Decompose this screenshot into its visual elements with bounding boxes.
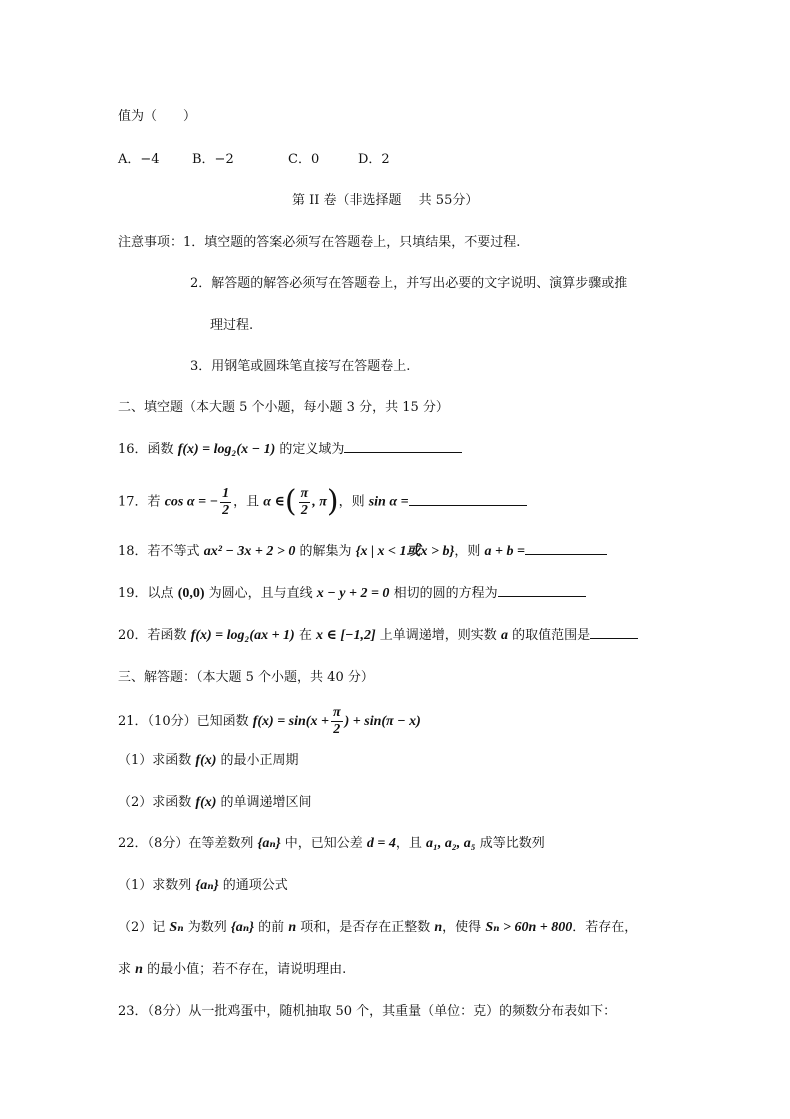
notes-line-1: 注意事项：1．填空题的答案必须写在答题卷上，只填结果，不要过程. xyxy=(118,235,521,250)
q20-prefix: 20．若函数 xyxy=(118,628,191,643)
q18-prefix: 18．若不等式 xyxy=(118,544,204,559)
q22-part-2-cont: 求 n 的最小值；若不存在，请说明理由. xyxy=(118,962,347,977)
top-line: 值为（ ） xyxy=(118,109,197,124)
q20-var: a xyxy=(500,628,508,643)
q17-mid: ，且 xyxy=(233,494,264,510)
q17-sin: sin α = xyxy=(368,494,409,510)
question-17: 17．若 cos α = − $\frac{1}{2}$ ，且 α ∈( $\frac{\pi}{2}$ , π)，则 sin α = xyxy=(118,482,527,523)
q18-inequality: ax² − 3x + 2 > 0 xyxy=(203,544,296,559)
notes-line-4: 3．用钢笔或圆珠笔直接写在答题卷上. xyxy=(190,359,411,374)
q16-formula: f(x) = log₂(x − 1) xyxy=(177,442,276,457)
notes-line-3: 理过程. xyxy=(210,318,254,333)
answer-blank xyxy=(525,542,607,555)
option-c: C．0 xyxy=(288,152,320,167)
question-21 xyxy=(118,704,421,740)
fill-header: 二、填空题（本大题 5 个小题，每小题 3 分，共 15 分） xyxy=(118,400,449,415)
answer-blank xyxy=(409,493,527,506)
question-22: 22．（8分）在等差数列 {aₙ} 中，已知公差 d = 4，且 a₁, a₂, a₅ 成等比数列 xyxy=(118,836,545,851)
option-b: B．−2 xyxy=(192,152,234,167)
q17-cos: cos α = − xyxy=(164,494,219,510)
question-19 xyxy=(118,584,586,604)
answer-blank xyxy=(498,584,586,597)
q17-alpha: α ∈ xyxy=(263,494,285,510)
q17-mid2: ，则 xyxy=(338,494,369,510)
q21-fraction: $\frac{\pi}{2}$ xyxy=(332,705,341,737)
q19-point: (0,0) xyxy=(177,586,205,601)
option-d: D．2 xyxy=(358,152,390,167)
solve-header: 三、解答题：（本大题 5 个小题，共 40 分） xyxy=(118,670,374,685)
question-18 xyxy=(118,542,607,562)
q17-prefix: 17．若 xyxy=(118,494,165,510)
q20-mid: 在 xyxy=(294,628,316,643)
question-23: 23．（8分）从一批鸡蛋中，随机抽取 50 个，其重量（单位：克）的频数分布表如下： xyxy=(118,1004,617,1019)
question-20 xyxy=(118,626,638,646)
q19-line: x − y + 2 = 0 xyxy=(316,586,390,601)
q17-pi: , π xyxy=(312,494,327,510)
q19-prefix: 19．以点 xyxy=(118,586,178,601)
q18-mid: 的解集为 xyxy=(295,544,356,559)
section2-title: 第 II 卷（非选择题 共 55分） xyxy=(292,193,479,208)
q20-suffix: 的取值范围是 xyxy=(507,628,591,643)
q18-set: {x | x < 1或x > b} xyxy=(355,544,455,559)
answer-blank xyxy=(344,440,462,453)
q16-suffix: 的定义域为 xyxy=(275,442,345,457)
q17-fraction: $\frac{1}{2}$ xyxy=(222,485,230,518)
q16-prefix: 16．函数 xyxy=(118,442,178,457)
q20-mid2: 上单调递增，则实数 xyxy=(375,628,501,643)
answer-blank xyxy=(590,626,638,639)
q20-domain: x ∈ [−1,2] xyxy=(316,628,376,643)
q22-part-1: （1）求数列 {aₙ} 的通项公式 xyxy=(118,878,288,893)
q19-suffix: 相切的圆的方程为 xyxy=(389,586,498,601)
option-a: A．−4 xyxy=(118,152,160,167)
q22-part-2: （2）记 Sₙ 为数列 {aₙ} 的前 n 项和，是否存在正整数 n，使得 Sₙ > 60n + 800．若存在， xyxy=(118,920,638,935)
q20-formula: f(x) = log₂(ax + 1) xyxy=(190,628,295,643)
q17-pi-fraction: $\frac{\pi}{2}$ xyxy=(300,485,309,518)
question-16 xyxy=(118,440,462,460)
q21-part-1: （1）求函数 f(x) 的最小正周期 xyxy=(118,753,299,768)
q21-part-2: （2）求函数 f(x) 的单调递增区间 xyxy=(118,795,312,810)
notes-line-2: 2．解答题的解答必须写在答题卷上，并写出必要的文字说明、演算步骤或推 xyxy=(190,276,628,291)
q18-sum: a + b = xyxy=(484,544,525,559)
q21-prefix: 21．（10分）已知函数 xyxy=(118,714,253,729)
q21-formula-b: ) + sin(π − x) xyxy=(344,714,421,729)
q21-formula-a: f(x) = sin(x + xyxy=(252,714,329,729)
q18-mid2: ，则 xyxy=(454,544,485,559)
q19-mid: 为圆心，且与直线 xyxy=(204,586,317,601)
